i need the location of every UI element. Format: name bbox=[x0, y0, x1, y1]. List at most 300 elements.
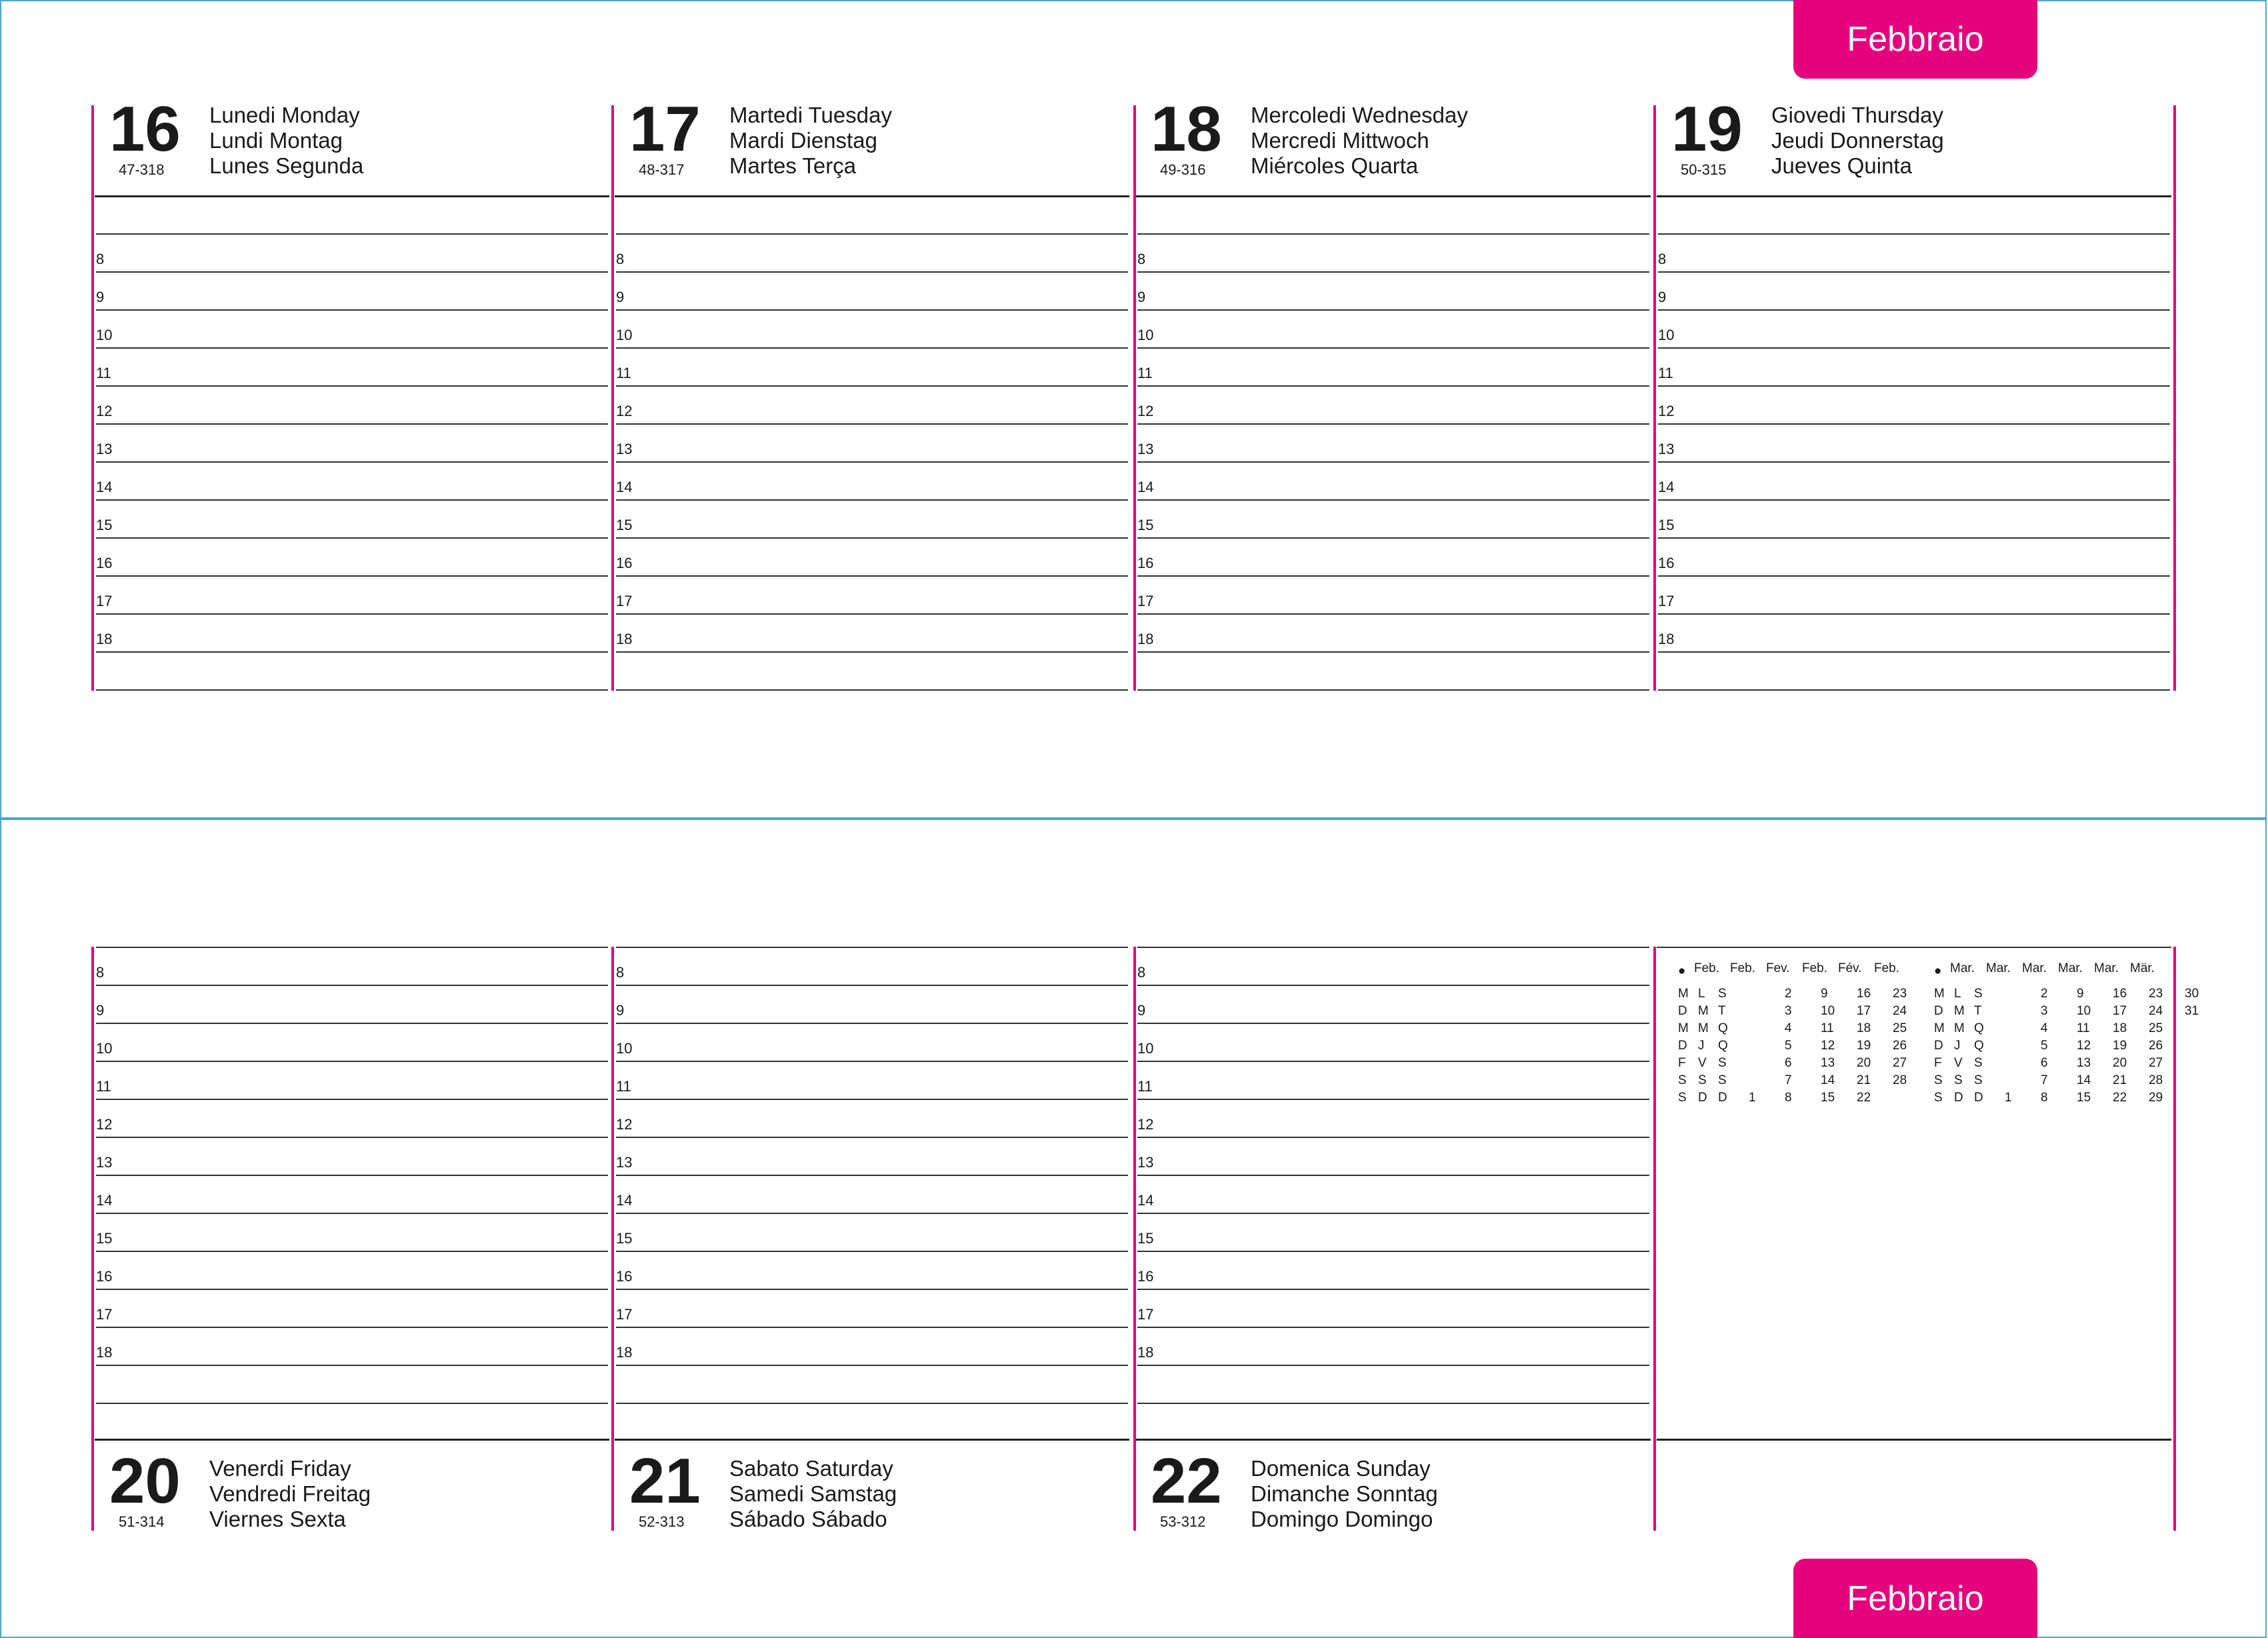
appointment-line[interactable] bbox=[1137, 1213, 1649, 1214]
calendar-date[interactable]: 23 bbox=[2149, 987, 2163, 1001]
calendar-date[interactable]: 26 bbox=[1893, 1039, 1907, 1053]
calendar-weekday-letter: S bbox=[1934, 1073, 1943, 1087]
hour-label: 13 bbox=[616, 1154, 633, 1171]
appointment-line[interactable] bbox=[616, 537, 1128, 539]
calendar-date[interactable]: 3 bbox=[2041, 1004, 2048, 1018]
day-name: Lundi Montag bbox=[209, 128, 343, 153]
calendar-weekday-letter: T bbox=[1718, 1004, 1726, 1018]
calendar-weekday-letter: F bbox=[1934, 1056, 1942, 1070]
appointment-line[interactable] bbox=[616, 1289, 1128, 1290]
day-name: Mercoledi Wednesday bbox=[1251, 103, 1468, 127]
appointment-line[interactable] bbox=[1658, 271, 2170, 273]
appointment-line[interactable] bbox=[1137, 1365, 1649, 1366]
calendar-date[interactable]: 15 bbox=[1821, 1091, 1835, 1105]
calendar-month-abbr: Mar. bbox=[2022, 961, 2047, 975]
appointment-line[interactable] bbox=[1137, 499, 1649, 501]
hour-label: 18 bbox=[96, 1344, 113, 1361]
hour-label: 8 bbox=[96, 251, 105, 267]
calendar-date[interactable]: 12 bbox=[1821, 1039, 1835, 1053]
calendar-date[interactable]: 10 bbox=[1821, 1004, 1835, 1018]
day-code: 51-314 bbox=[119, 1513, 165, 1530]
appointment-line[interactable] bbox=[96, 499, 608, 501]
appointment-line[interactable] bbox=[96, 689, 608, 691]
hour-label: 10 bbox=[96, 1040, 113, 1057]
calendar-date[interactable]: 16 bbox=[2113, 987, 2127, 1001]
appointment-line[interactable] bbox=[1137, 537, 1649, 539]
appointment-line[interactable] bbox=[616, 423, 1128, 425]
calendar-month-abbr: Feb. bbox=[1802, 961, 1828, 975]
appointment-line[interactable] bbox=[616, 1061, 1128, 1062]
calendar-date[interactable]: 19 bbox=[1857, 1039, 1871, 1053]
appointment-line[interactable] bbox=[1137, 575, 1649, 577]
day-name: Martedi Tuesday bbox=[729, 103, 892, 127]
calendar-date[interactable]: 9 bbox=[1821, 987, 1828, 1001]
appointment-line[interactable] bbox=[616, 271, 1128, 273]
appointment-line[interactable] bbox=[96, 575, 608, 577]
appointment-line[interactable] bbox=[1658, 651, 2170, 653]
calendar-date[interactable]: 28 bbox=[1893, 1073, 1907, 1087]
appointment-line[interactable] bbox=[96, 1061, 608, 1062]
day-name: Domingo Domingo bbox=[1251, 1507, 1433, 1531]
appointment-line[interactable] bbox=[616, 689, 1128, 691]
appointment-line[interactable] bbox=[616, 1403, 1128, 1404]
appointment-line[interactable] bbox=[1137, 1099, 1649, 1100]
calendar-date[interactable]: 31 bbox=[2185, 1004, 2199, 1018]
hour-label: 14 bbox=[1137, 479, 1154, 495]
calendar-date[interactable]: 14 bbox=[2077, 1073, 2091, 1087]
day-name: Samedi Samstag bbox=[729, 1481, 897, 1506]
hour-label: 8 bbox=[616, 964, 625, 981]
hour-label: 11 bbox=[96, 1078, 111, 1095]
appointment-line[interactable] bbox=[1658, 347, 2170, 349]
calendar-date[interactable]: 20 bbox=[1857, 1056, 1871, 1070]
day-header-rule bbox=[95, 195, 609, 197]
hour-label: 18 bbox=[616, 1344, 633, 1361]
hour-label: 16 bbox=[616, 555, 633, 571]
day-code: 47-318 bbox=[119, 161, 165, 178]
hour-label: 16 bbox=[616, 1268, 633, 1285]
calendar-month-abbr: Fev. bbox=[1766, 961, 1790, 975]
hour-label: 13 bbox=[1658, 441, 1675, 457]
calendar-date[interactable]: 26 bbox=[2149, 1039, 2163, 1053]
appointment-line[interactable] bbox=[96, 461, 608, 463]
day-number: 19 bbox=[1671, 93, 1743, 165]
appointment-line[interactable] bbox=[1137, 1061, 1649, 1062]
day-name: Lunedi Monday bbox=[209, 103, 360, 127]
appointment-line[interactable] bbox=[1658, 423, 2170, 425]
hour-label: 18 bbox=[96, 631, 113, 647]
calendar-date[interactable]: 27 bbox=[1893, 1056, 1907, 1070]
appointment-line[interactable] bbox=[1137, 947, 1649, 948]
hour-label: 10 bbox=[1137, 1040, 1154, 1057]
calendar-date[interactable]: 5 bbox=[2041, 1039, 2048, 1053]
hour-label: 8 bbox=[1137, 251, 1146, 267]
hour-label: 9 bbox=[1137, 289, 1146, 305]
hour-label: 15 bbox=[96, 517, 113, 533]
calendar-month-abbr: Feb. bbox=[1694, 961, 1720, 975]
hour-label: 18 bbox=[1137, 1344, 1154, 1361]
calendar-weekday-letter: M bbox=[1678, 1021, 1689, 1035]
appointment-line[interactable] bbox=[1137, 1289, 1649, 1290]
day-header-rule bbox=[1657, 195, 2171, 197]
appointment-line[interactable] bbox=[616, 575, 1128, 577]
calendar-date[interactable]: 2 bbox=[2041, 987, 2048, 1001]
calendar-date[interactable]: 11 bbox=[2077, 1021, 2090, 1035]
calendar-date[interactable]: 18 bbox=[2113, 1021, 2127, 1035]
appointment-line[interactable] bbox=[96, 1175, 608, 1176]
calendar-weekday-letter: V bbox=[1698, 1056, 1707, 1070]
calendar-month-abbr: Mar. bbox=[2094, 961, 2119, 975]
calendar-date[interactable]: 30 bbox=[2185, 987, 2199, 1001]
appointment-line[interactable] bbox=[616, 1137, 1128, 1138]
appointment-line[interactable] bbox=[96, 233, 608, 235]
appointment-line[interactable] bbox=[1137, 1137, 1649, 1138]
calendar-date[interactable]: 23 bbox=[1893, 987, 1907, 1001]
hour-label: 17 bbox=[96, 1306, 113, 1323]
calendar-month-abbr: Mar. bbox=[2058, 961, 2083, 975]
appointment-line[interactable] bbox=[1137, 985, 1649, 986]
calendar-date[interactable]: 4 bbox=[1785, 1021, 1792, 1035]
calendar-weekday-letter: D bbox=[1934, 1039, 1943, 1053]
appointment-line[interactable] bbox=[1137, 689, 1649, 691]
column-divider-top bbox=[91, 105, 94, 691]
calendar-date[interactable]: 14 bbox=[1821, 1073, 1835, 1087]
appointment-line[interactable] bbox=[96, 385, 608, 387]
appointment-line[interactable] bbox=[96, 271, 608, 273]
column-divider-top bbox=[611, 105, 614, 691]
calendar-weekday-letter: J bbox=[1954, 1039, 1961, 1053]
calendar-date[interactable]: 7 bbox=[2041, 1073, 2048, 1087]
month-tab-top[interactable]: Febbraio bbox=[1793, 0, 2037, 79]
calendar-date[interactable]: 22 bbox=[2113, 1091, 2127, 1105]
day-name: Sábado Sábado bbox=[729, 1507, 887, 1531]
calendar-date[interactable]: 25 bbox=[1893, 1021, 1907, 1035]
day-name: Lunes Segunda bbox=[209, 153, 364, 178]
hour-label: 12 bbox=[1137, 403, 1154, 419]
hour-label: 13 bbox=[96, 441, 113, 457]
calendar-date[interactable]: 13 bbox=[1821, 1056, 1835, 1070]
calendar-date[interactable]: 1 bbox=[1749, 1091, 1756, 1105]
appointment-line[interactable] bbox=[1137, 1251, 1649, 1252]
day-number: 21 bbox=[629, 1445, 701, 1517]
calendar-weekday-letter: D bbox=[1934, 1004, 1943, 1018]
hour-label: 9 bbox=[96, 289, 105, 305]
appointment-line[interactable] bbox=[616, 1175, 1128, 1176]
calendar-weekday-letter: S bbox=[1718, 987, 1727, 1001]
calendar-date[interactable]: 17 bbox=[2113, 1004, 2127, 1018]
column-divider-bottom bbox=[611, 947, 614, 1531]
calendar-date[interactable]: 27 bbox=[2149, 1056, 2163, 1070]
appointment-line[interactable] bbox=[616, 985, 1128, 986]
hour-label: 11 bbox=[1137, 1078, 1153, 1095]
hour-label: 8 bbox=[1658, 251, 1667, 267]
calendar-weekday-letter: D bbox=[1678, 1004, 1687, 1018]
hour-label: 14 bbox=[1658, 479, 1675, 495]
hour-label: 9 bbox=[1137, 1002, 1146, 1019]
calendar-weekday-letter: D bbox=[1974, 1091, 1983, 1105]
appointment-line[interactable] bbox=[96, 985, 608, 986]
day-code: 49-316 bbox=[1160, 161, 1206, 178]
month-tab-bottom[interactable]: Febbraio bbox=[1793, 1559, 2037, 1638]
calendar-date[interactable]: 24 bbox=[2149, 1004, 2163, 1018]
calendar-date[interactable]: 4 bbox=[2041, 1021, 2048, 1035]
calendar-date[interactable]: 22 bbox=[1857, 1091, 1871, 1105]
appointment-line[interactable] bbox=[1658, 233, 2170, 235]
calendar-weekday-letter: V bbox=[1954, 1056, 1963, 1070]
appointment-line[interactable] bbox=[616, 1023, 1128, 1024]
hour-label: 10 bbox=[616, 327, 633, 343]
appointment-line[interactable] bbox=[96, 947, 608, 948]
calendar-date[interactable]: 9 bbox=[2077, 987, 2084, 1001]
hour-label: 9 bbox=[616, 289, 625, 305]
calendar-weekday-letter: D bbox=[1698, 1091, 1707, 1105]
calendar-date[interactable]: 19 bbox=[2113, 1039, 2127, 1053]
calendar-month-abbr: Feb. bbox=[1874, 961, 1900, 975]
day-name: Giovedi Thursday bbox=[1771, 103, 1944, 127]
hour-label: 9 bbox=[616, 1002, 625, 1019]
day-name: Jeudi Donnerstag bbox=[1771, 128, 1944, 153]
hour-label: 17 bbox=[616, 1306, 633, 1323]
calendar-weekday-letter: S bbox=[1698, 1073, 1707, 1087]
appointment-line[interactable] bbox=[1137, 233, 1649, 235]
appointment-line[interactable] bbox=[1137, 461, 1649, 463]
appointment-line[interactable] bbox=[96, 613, 608, 615]
appointment-line[interactable] bbox=[616, 651, 1128, 653]
calendar-date[interactable]: 6 bbox=[2041, 1056, 2048, 1070]
calendar-weekday-letter: D bbox=[1678, 1039, 1687, 1053]
calendar-date[interactable]: 6 bbox=[1785, 1056, 1792, 1070]
calendar-date[interactable]: 17 bbox=[1857, 1004, 1871, 1018]
appointment-line[interactable] bbox=[1137, 347, 1649, 349]
calendar-bottom-rule bbox=[1657, 1439, 2171, 1441]
appointment-line[interactable] bbox=[1658, 385, 2170, 387]
hour-label: 11 bbox=[96, 365, 111, 381]
calendar-weekday-letter: L bbox=[1954, 987, 1961, 1001]
appointment-line[interactable] bbox=[1137, 385, 1649, 387]
appointment-line[interactable] bbox=[96, 347, 608, 349]
calendar-date[interactable]: 12 bbox=[2077, 1039, 2091, 1053]
appointment-line[interactable] bbox=[616, 1213, 1128, 1214]
calendar-weekday-letter: M bbox=[1934, 1021, 1945, 1035]
calendar-weekday-letter: S bbox=[1974, 1056, 1983, 1070]
hour-label: 15 bbox=[96, 1230, 113, 1247]
hour-label: 16 bbox=[96, 555, 113, 571]
hour-label: 18 bbox=[616, 631, 633, 647]
appointment-line[interactable] bbox=[96, 1365, 608, 1366]
appointment-line[interactable] bbox=[1137, 1403, 1649, 1404]
day-code: 50-315 bbox=[1681, 161, 1727, 178]
hour-label: 17 bbox=[616, 593, 633, 609]
appointment-line[interactable] bbox=[1137, 1327, 1649, 1328]
column-divider-top bbox=[2173, 105, 2176, 691]
calendar-date[interactable]: 7 bbox=[1785, 1073, 1792, 1087]
calendar-weekday-letter: M bbox=[1678, 987, 1689, 1001]
appointment-line[interactable] bbox=[96, 1403, 608, 1404]
appointment-line[interactable] bbox=[1137, 309, 1649, 311]
hour-label: 12 bbox=[96, 1116, 113, 1133]
appointment-line[interactable] bbox=[96, 537, 608, 539]
calendar-date[interactable]: 21 bbox=[2113, 1073, 2127, 1087]
calendar-month-abbr: Fév. bbox=[1838, 961, 1862, 975]
day-name: Martes Terça bbox=[729, 153, 857, 178]
calendar-month-abbr: Mär. bbox=[2130, 961, 2155, 975]
hour-label: 14 bbox=[96, 1192, 113, 1209]
calendar-weekday-letter: S bbox=[1718, 1056, 1727, 1070]
day-name: Miércoles Quarta bbox=[1251, 153, 1419, 178]
appointment-line[interactable] bbox=[616, 1327, 1128, 1328]
day-number: 17 bbox=[629, 93, 701, 165]
appointment-line[interactable] bbox=[1137, 423, 1649, 425]
hour-label: 16 bbox=[1137, 1268, 1154, 1285]
calendar-date[interactable]: 2 bbox=[1785, 987, 1792, 1001]
hour-label: 13 bbox=[616, 441, 633, 457]
hour-label: 13 bbox=[1137, 441, 1154, 457]
calendar-date[interactable]: 18 bbox=[1857, 1021, 1871, 1035]
appointment-line[interactable] bbox=[1658, 461, 2170, 463]
day-name: Sabato Saturday bbox=[729, 1456, 893, 1481]
appointment-line[interactable] bbox=[616, 1099, 1128, 1100]
hour-label: 9 bbox=[96, 1002, 105, 1019]
appointment-line[interactable] bbox=[96, 1099, 608, 1100]
day-name: Vendredi Freitag bbox=[209, 1481, 371, 1506]
calendar-date[interactable]: 3 bbox=[1785, 1004, 1792, 1018]
calendar-weekday-letter: Q bbox=[1974, 1021, 1984, 1035]
appointment-line[interactable] bbox=[96, 1289, 608, 1290]
appointment-line[interactable] bbox=[1658, 613, 2170, 615]
calendar-weekday-letter: D bbox=[1954, 1091, 1963, 1105]
hour-label: 15 bbox=[616, 517, 633, 533]
calendar-date[interactable]: 5 bbox=[1785, 1039, 1792, 1053]
appointment-line[interactable] bbox=[616, 385, 1128, 387]
calendar-date[interactable]: 25 bbox=[2149, 1021, 2163, 1035]
calendar-date[interactable]: 11 bbox=[1821, 1021, 1834, 1035]
calendar-bullet: ● bbox=[1934, 964, 1942, 978]
calendar-date[interactable]: 20 bbox=[2113, 1056, 2127, 1070]
appointment-line[interactable] bbox=[96, 1251, 608, 1252]
calendar-weekday-letter: S bbox=[1934, 1091, 1943, 1105]
column-divider-bottom bbox=[91, 947, 94, 1531]
calendar-date[interactable]: 10 bbox=[2077, 1004, 2091, 1018]
calendar-date[interactable]: 28 bbox=[2149, 1073, 2163, 1087]
appointment-line[interactable] bbox=[1658, 537, 2170, 539]
day-header-rule bbox=[1136, 195, 1651, 197]
hour-label: 13 bbox=[1137, 1154, 1154, 1171]
hour-label: 17 bbox=[96, 593, 113, 609]
appointment-line[interactable] bbox=[1137, 1023, 1649, 1024]
hour-label: 18 bbox=[1658, 631, 1675, 647]
day-number: 22 bbox=[1151, 1445, 1222, 1517]
day-code: 48-317 bbox=[639, 161, 685, 178]
appointment-line[interactable] bbox=[616, 1365, 1128, 1366]
appointment-line[interactable] bbox=[616, 461, 1128, 463]
calendar-date[interactable]: 24 bbox=[1893, 1004, 1907, 1018]
appointment-line[interactable] bbox=[96, 1327, 608, 1328]
appointment-line[interactable] bbox=[1658, 689, 2170, 691]
appointment-line[interactable] bbox=[616, 499, 1128, 501]
appointment-line[interactable] bbox=[616, 233, 1128, 235]
calendar-weekday-letter: S bbox=[1718, 1073, 1727, 1087]
calendar-weekday-letter: S bbox=[1974, 1073, 1983, 1087]
hour-label: 17 bbox=[1658, 593, 1675, 609]
calendar-date[interactable]: 8 bbox=[1785, 1091, 1792, 1105]
appointment-line[interactable] bbox=[1658, 575, 2170, 577]
calendar-weekday-letter: M bbox=[1698, 1021, 1709, 1035]
calendar-date[interactable]: 15 bbox=[2077, 1091, 2091, 1105]
calendar-weekday-letter: M bbox=[1954, 1004, 1965, 1018]
appointment-line[interactable] bbox=[1137, 271, 1649, 273]
appointment-line[interactable] bbox=[1137, 613, 1649, 615]
calendar-weekday-letter: Q bbox=[1718, 1021, 1728, 1035]
appointment-line[interactable] bbox=[96, 423, 608, 425]
hour-label: 12 bbox=[1137, 1116, 1154, 1133]
day-name: Mardi Dienstag bbox=[729, 128, 877, 153]
hour-label: 11 bbox=[616, 1078, 631, 1095]
calendar-weekday-letter: M bbox=[1698, 1004, 1709, 1018]
column-divider-bottom bbox=[1653, 947, 1656, 1531]
appointment-line[interactable] bbox=[1658, 309, 2170, 311]
hour-label: 15 bbox=[1137, 1230, 1154, 1247]
calendar-date[interactable]: 1 bbox=[2005, 1091, 2012, 1105]
calendar-weekday-letter: M bbox=[1934, 987, 1945, 1001]
hour-label: 16 bbox=[1137, 555, 1154, 571]
column-divider-bottom bbox=[1133, 947, 1136, 1531]
appointment-line[interactable] bbox=[96, 1023, 608, 1024]
hour-label: 12 bbox=[1658, 403, 1675, 419]
hour-label: 12 bbox=[96, 403, 113, 419]
calendar-weekday-letter: S bbox=[1974, 987, 1983, 1001]
hour-label: 15 bbox=[1658, 517, 1675, 533]
appointment-line[interactable] bbox=[1658, 499, 2170, 501]
day-name: Mercredi Mittwoch bbox=[1251, 128, 1429, 153]
hour-label: 14 bbox=[96, 479, 113, 495]
calendar-weekday-letter: Q bbox=[1718, 1039, 1728, 1053]
calendar-date[interactable]: 21 bbox=[1857, 1073, 1871, 1087]
appointment-line[interactable] bbox=[1137, 651, 1649, 653]
day-number: 16 bbox=[109, 93, 181, 165]
hour-label: 15 bbox=[1137, 517, 1154, 533]
appointment-line[interactable] bbox=[1137, 1175, 1649, 1176]
day-code: 52-313 bbox=[639, 1513, 685, 1530]
calendar-date[interactable]: 16 bbox=[1857, 987, 1871, 1001]
calendar-weekday-letter: M bbox=[1954, 1021, 1965, 1035]
appointment-line[interactable] bbox=[96, 309, 608, 311]
hour-label: 12 bbox=[616, 1116, 633, 1133]
appointment-line[interactable] bbox=[616, 309, 1128, 311]
appointment-line[interactable] bbox=[96, 1213, 608, 1214]
appointment-line[interactable] bbox=[616, 1251, 1128, 1252]
calendar-date[interactable]: 29 bbox=[2149, 1091, 2163, 1105]
appointment-line[interactable] bbox=[96, 1137, 608, 1138]
calendar-month-abbr: Feb. bbox=[1730, 961, 1756, 975]
hour-label: 16 bbox=[96, 1268, 113, 1285]
hour-label: 10 bbox=[96, 327, 113, 343]
calendar-date[interactable]: 13 bbox=[2077, 1056, 2091, 1070]
hour-label: 8 bbox=[96, 964, 105, 981]
appointment-line[interactable] bbox=[96, 651, 608, 653]
calendar-weekday-letter: D bbox=[1718, 1091, 1727, 1105]
day-code: 53-312 bbox=[1160, 1513, 1206, 1530]
day-header-rule bbox=[615, 195, 1129, 197]
appointment-line[interactable] bbox=[616, 947, 1128, 948]
appointment-line[interactable] bbox=[616, 347, 1128, 349]
day-footer-rule bbox=[615, 1439, 1129, 1441]
day-name: Domenica Sunday bbox=[1251, 1456, 1431, 1481]
appointment-line[interactable] bbox=[616, 613, 1128, 615]
calendar-weekday-letter: F bbox=[1678, 1056, 1686, 1070]
calendar-weekday-letter: L bbox=[1698, 987, 1705, 1001]
calendar-weekday-letter: J bbox=[1698, 1039, 1705, 1053]
calendar-date[interactable]: 8 bbox=[2041, 1091, 2048, 1105]
